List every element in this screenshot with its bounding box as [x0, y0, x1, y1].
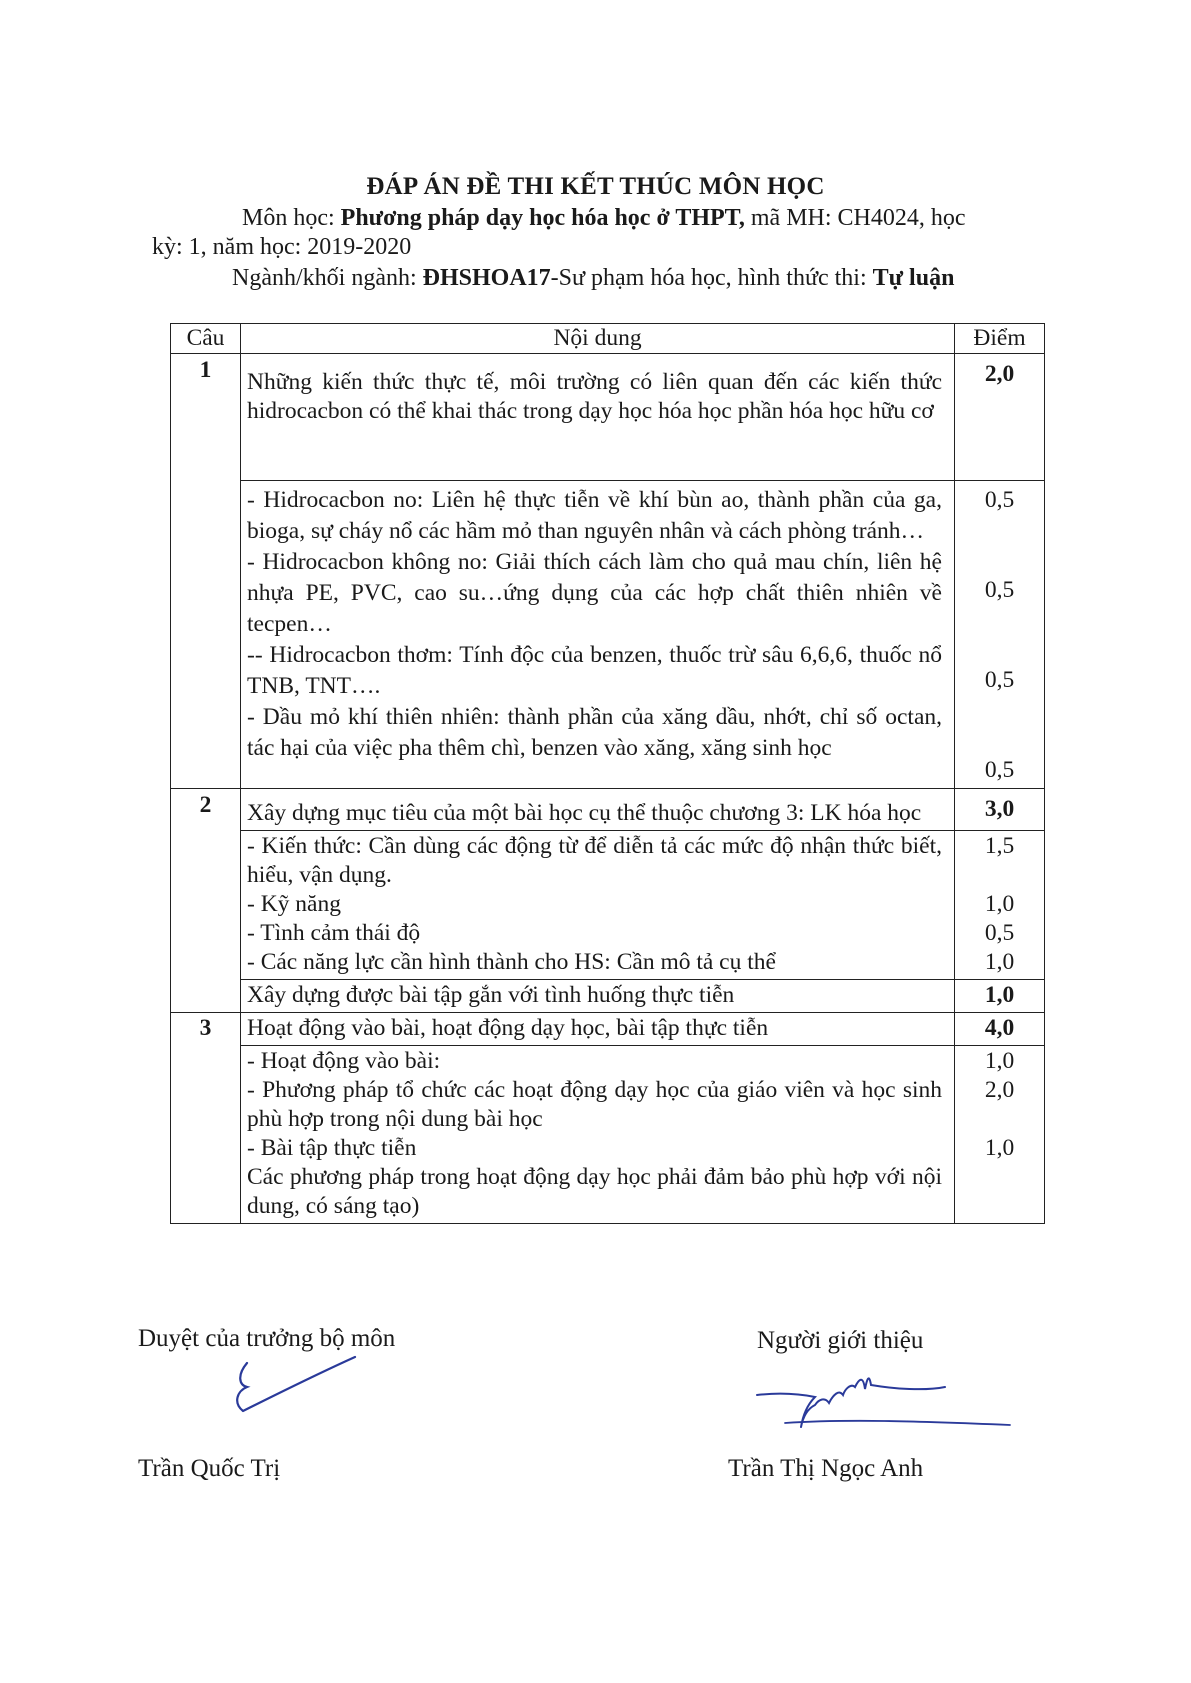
- list-item: - Hidrocacbon không no: Giải thích cách làm cho quả mau chín, liên hệ nhựa PE, PVC, cao su…ứng dụng của các hợp chất thiên nhiên về tecpen…: [247, 549, 942, 637]
- point-value: 0,5: [984, 487, 1015, 513]
- question-number: 2: [171, 789, 241, 831]
- point-value: 0,5: [984, 667, 1015, 693]
- subject-prefix: Môn học:: [242, 205, 341, 231]
- answer-table: [170, 323, 1045, 1224]
- proposer-name: Trần Thị Ngọc Anh: [728, 1455, 924, 1482]
- approver-name: Trần Quốc Trị: [138, 1455, 281, 1482]
- detail-points: [955, 1046, 1045, 1224]
- question-details: [241, 831, 955, 980]
- major-code: ĐHSHOA17: [422, 265, 551, 291]
- table-row: [171, 1013, 1045, 1046]
- table-header-row: [171, 324, 1045, 354]
- major-middle: -Sư phạm hóa học, hình thức thi:: [550, 265, 873, 291]
- table-row: [171, 831, 1045, 980]
- point-value: 2,0: [984, 1077, 1015, 1103]
- question-number: 1: [171, 354, 241, 481]
- subject-name: Phương pháp dạy học hóa học ở THPT,: [340, 205, 745, 231]
- point-value: 1,0: [984, 1135, 1015, 1161]
- list-item: - Dầu mỏ khí thiên nhiên: thành phần của xăng dầu, nhớt, chỉ số octan, tác hại của việc pha thêm chì, benzen vào xăng, xăng sinh học: [247, 704, 942, 761]
- table-row: [171, 1046, 1045, 1224]
- question-points: 3,0: [955, 789, 1045, 831]
- list-item: - Các năng lực cần hình thành cho HS: Cần mô tả cụ thể: [247, 949, 776, 975]
- point-value: 1,0: [984, 891, 1015, 917]
- list-item: - Kiến thức: Cần dùng các động từ để diễn tả các mức độ nhận thức biết, hiểu, vận dụng.: [247, 833, 942, 888]
- document-title: ĐÁP ÁN ĐỀ THI KẾT THÚC MÔN HỌC: [366, 173, 825, 200]
- list-item: - Bài tập thực tiễn: [247, 1135, 417, 1161]
- semester-line: kỳ: 1, năm học: 2019-2020: [152, 234, 412, 260]
- point-value: 1,0: [984, 949, 1015, 975]
- detail-points: [955, 481, 1045, 789]
- point-value: 1,0: [984, 1048, 1015, 1074]
- question-details: [241, 481, 955, 789]
- subject-line: [242, 205, 966, 232]
- proposer-signature-icon: [755, 1365, 1015, 1445]
- question-heading: Những kiến thức thực tế, môi trường có liên quan đến các kiến thức hidrocacbon có thể khai thác trong dạy học hóa học phần hóa học hữu cơ: [241, 354, 955, 481]
- list-item: Các phương pháp trong hoạt động dạy học phải đảm bảo phù hợp với nội dung, có sáng tạo): [247, 1164, 942, 1219]
- list-item: - Tình cảm thái độ: [247, 920, 421, 946]
- header-noi-dung: Nội dung: [241, 324, 955, 354]
- approver-signature-icon: [225, 1355, 385, 1435]
- header-diem: Điểm: [955, 324, 1045, 354]
- detail-points: [955, 831, 1045, 980]
- header-cau: Câu: [171, 324, 241, 354]
- question-number: 3: [171, 1013, 241, 1046]
- question-points: 4,0: [955, 1013, 1045, 1046]
- table-row: [171, 481, 1045, 789]
- list-item: - Hoạt động vào bài:: [247, 1048, 441, 1074]
- list-item: -- Hidrocacbon thơm: Tính độc của benzen, thuốc trừ sâu 6,6,6, thuốc nổ TNB, TNT….: [247, 642, 942, 699]
- exam-form: Tự luận: [872, 265, 955, 291]
- approver-label: Duyệt của trưởng bộ môn: [138, 1325, 396, 1352]
- table-row: [171, 354, 1045, 481]
- point-value: 0,5: [984, 757, 1015, 783]
- major-prefix: Ngành/khối ngành:: [232, 265, 423, 291]
- list-item: - Kỹ năng: [247, 891, 341, 917]
- table-row: [171, 980, 1045, 1013]
- question-details: [241, 1046, 955, 1224]
- extra-points: 1,0: [955, 980, 1045, 1013]
- list-item: - Phương pháp tổ chức các hoạt động dạy học của giáo viên và học sinh phù hợp trong nội dung bài học: [247, 1077, 942, 1132]
- major-line: [232, 265, 954, 292]
- question-heading: Xây dựng mục tiêu của một bài học cụ thể thuộc chương 3: LK hóa học: [241, 789, 955, 831]
- subject-code: mã MH: CH4024, học: [744, 205, 966, 231]
- list-item: - Hidrocacbon no: Liên hệ thực tiễn về khí bùn ao, thành phần của ga, bioga, sự cháy nổ các hầm mỏ than nguyên nhân và cách phòng tránh…: [247, 487, 942, 544]
- question-heading: Hoạt động vào bài, hoạt động dạy học, bài tập thực tiễn: [241, 1013, 955, 1046]
- table-row: [171, 789, 1045, 831]
- proposer-label: Người giới thiệu: [757, 1327, 924, 1354]
- extra-task: Xây dựng được bài tập gắn với tình huống thực tiễn: [241, 980, 955, 1013]
- point-value: 0,5: [984, 920, 1015, 946]
- point-value: 1,5: [984, 833, 1015, 859]
- point-value: 0,5: [984, 577, 1015, 603]
- question-points: 2,0: [955, 354, 1045, 481]
